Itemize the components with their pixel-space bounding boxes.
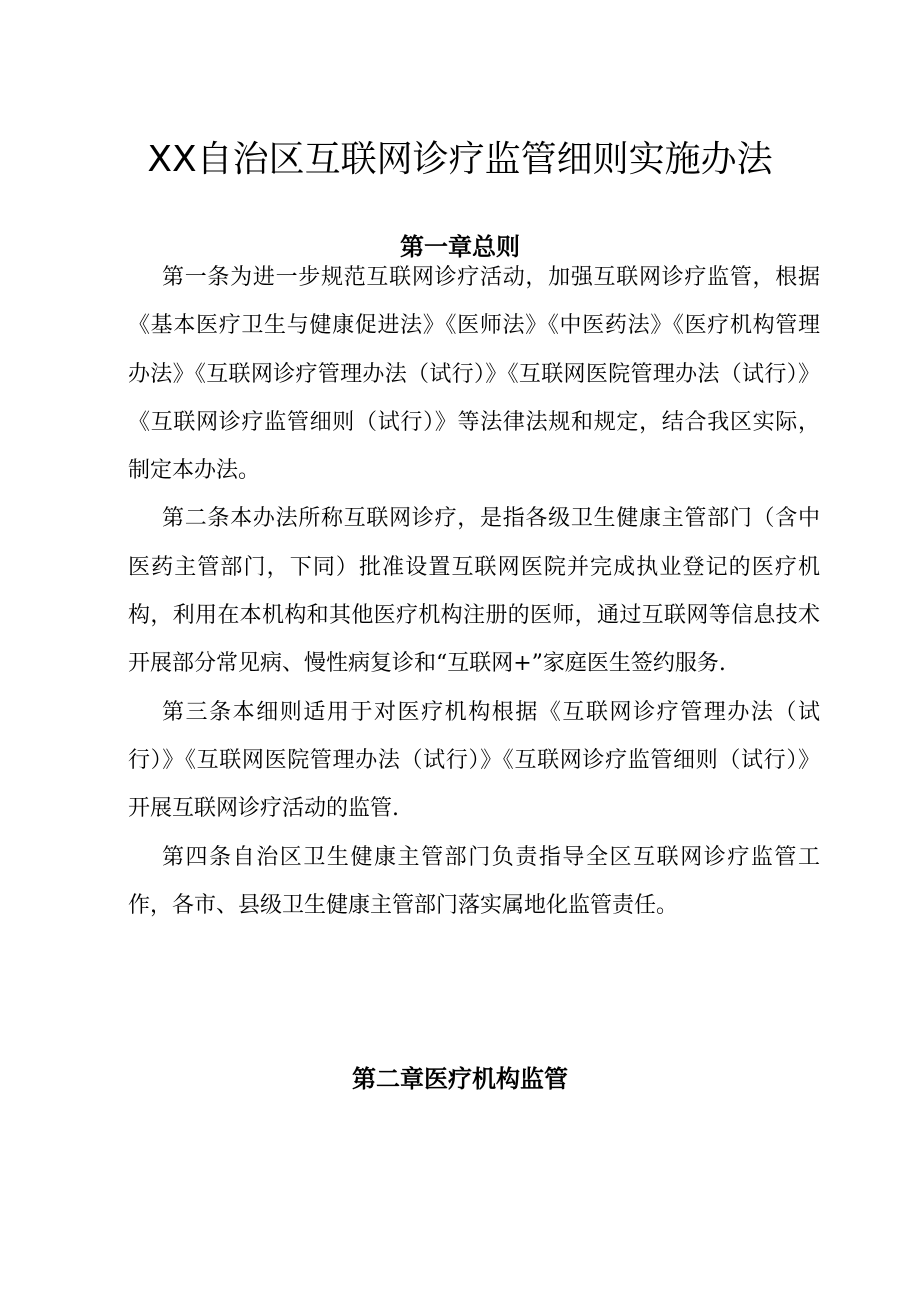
article-1: 第一条为进一步规范互联网诊疗活动，加强互联网诊疗监管，根据《基本医疗卫生与健康促进法》《医师法》《中医药法》《医疗机构管理办法》《互联网诊疗管理办法（试行）》《互联网医院管理办法（试行）》《互联网诊疗监管细则（试行）》等法律法规和规定，结合我区实际，制定本办法。 xyxy=(128,265,820,484)
article-2: 第二条本办法所称互联网诊疗，是指各级卫生健康主管部门（含中医药主管部门，下同）批准设置互联网医院并完成执业登记的医疗机构，利用在本机构和其他医疗机构注册的医师，通过互联网等信息技术开展部分常见病、慢性病复诊和“互联网+”家庭医生签约服务. xyxy=(128,506,820,677)
article-3: 第三条本细则适用于对医疗机构根据《互联网诊疗管理办法（试行）》《互联网医院管理办法（试行）》《互联网诊疗监管细则（试行）》开展互联网诊疗活动的监管. xyxy=(128,699,820,822)
chapter-2-heading: 第二章医疗机构监管 xyxy=(352,1064,568,1093)
chapter-1-heading: 第一章总则 xyxy=(400,232,520,261)
chapter-1-body xyxy=(128,254,820,930)
article-4: 第四条自治区卫生健康主管部门负责指导全区互联网诊疗监管工作，各市、县级卫生健康主管部门落实属地化监管责任。 xyxy=(128,844,820,918)
document-title: XX自治区互联网诊疗监管细则实施办法 xyxy=(147,139,773,181)
